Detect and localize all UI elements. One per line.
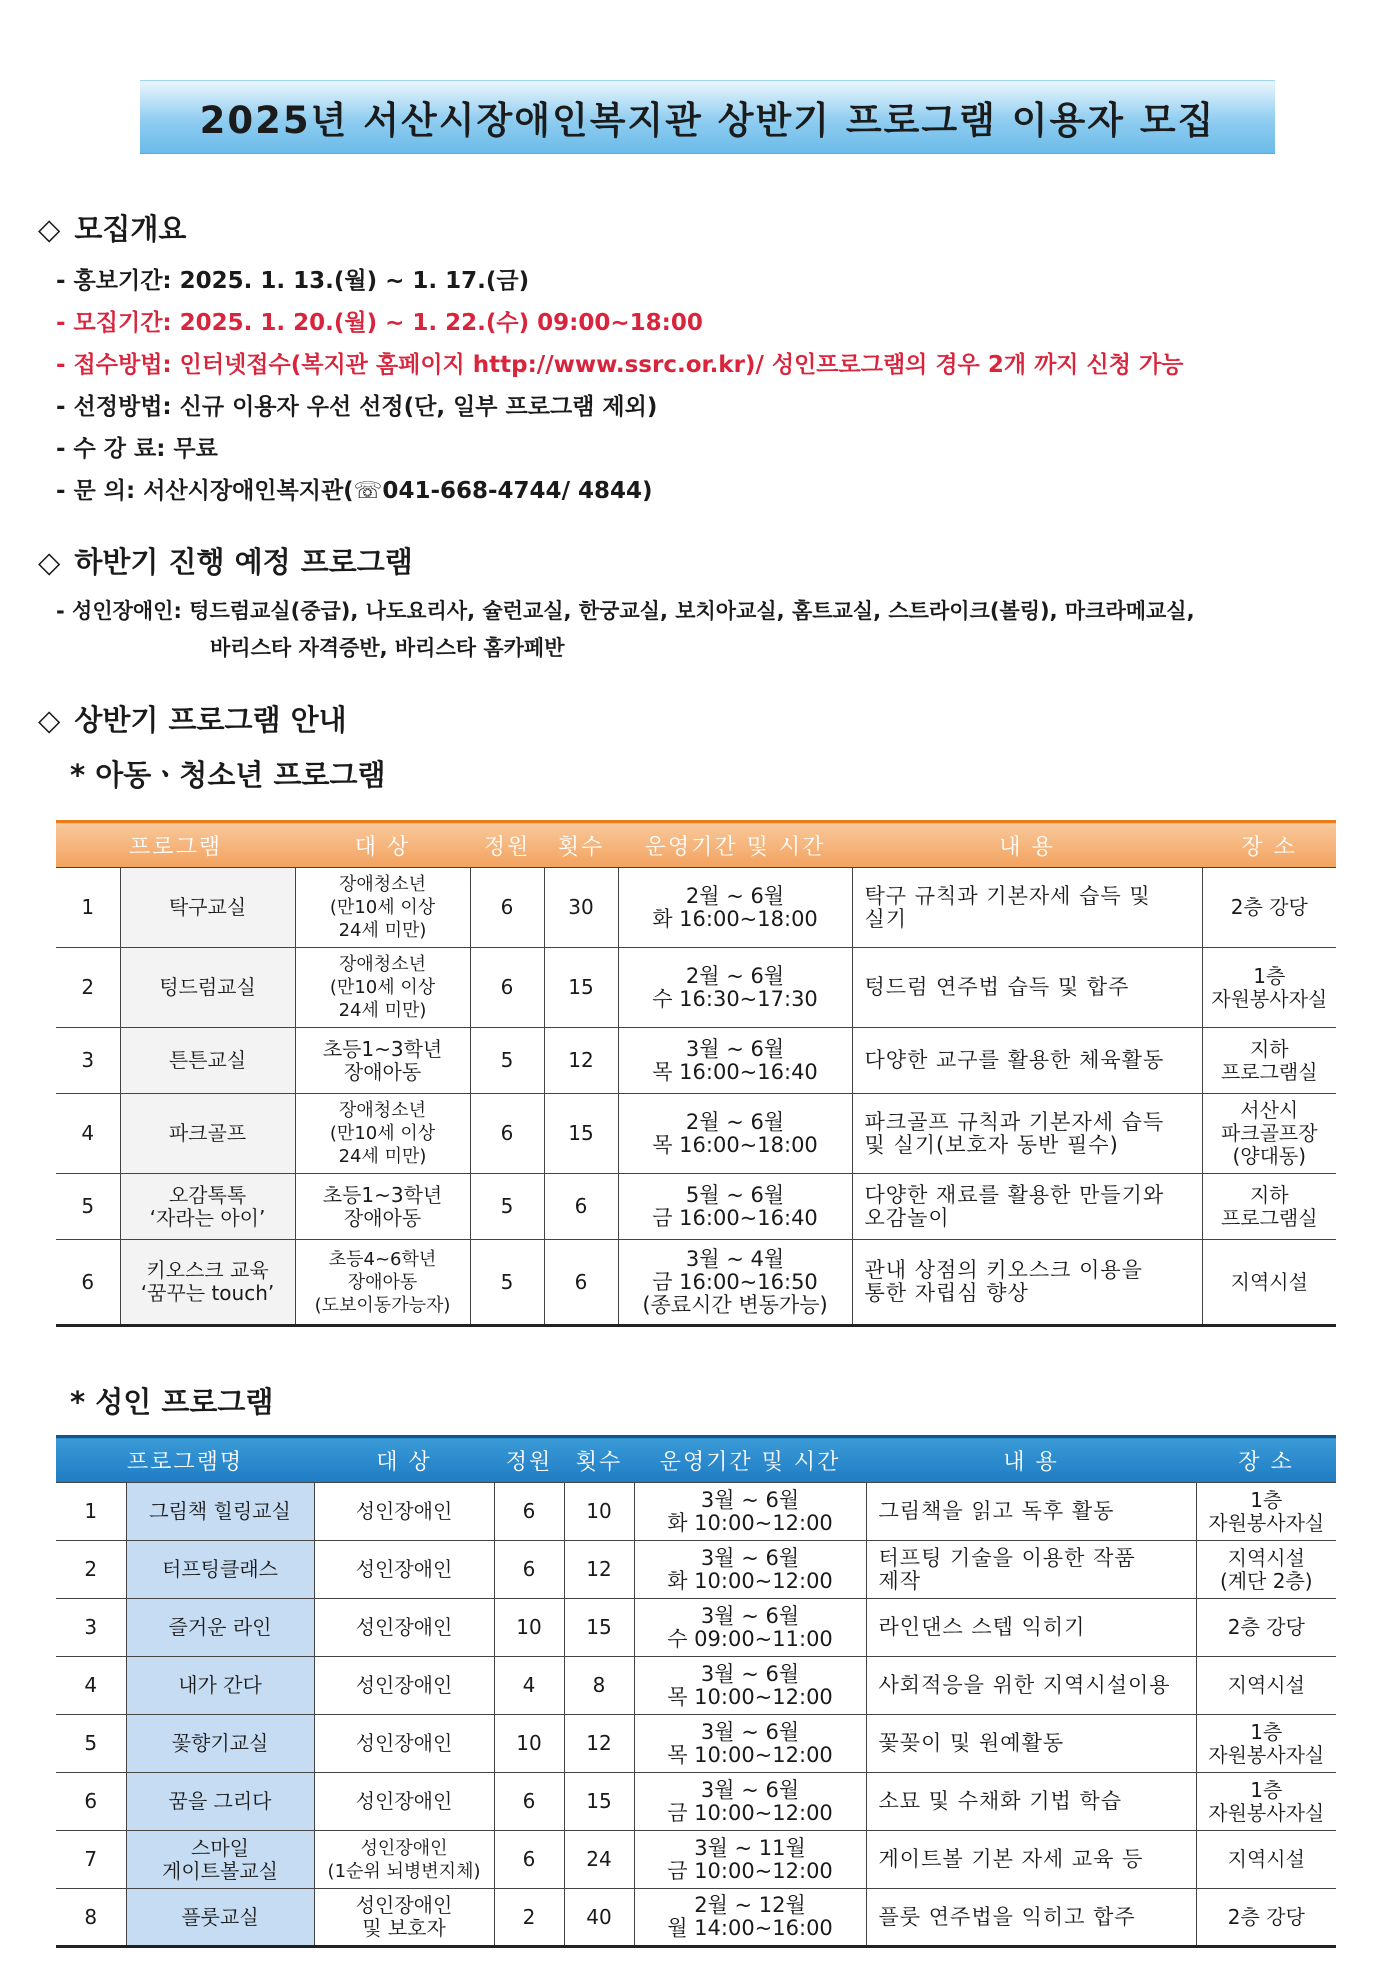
row-number: 4 (56, 1094, 120, 1174)
column-header: 운영기간 및 시간 (618, 822, 852, 868)
target-group: 성인장애인 (314, 1715, 494, 1773)
period-time: 3월 ~ 6월 수 09:00~11:00 (634, 1599, 866, 1657)
target-group: 성인장애인 (314, 1773, 494, 1831)
row-number: 3 (56, 1028, 120, 1094)
program-name: 꽃향기교실 (126, 1715, 314, 1773)
program-name: 탁구교실 (120, 868, 295, 948)
program-name: 스마일 게이트볼교실 (126, 1831, 314, 1889)
location: 지역시설 (계단 2층) (1196, 1541, 1336, 1599)
table-row (56, 1240, 1336, 1326)
capacity: 5 (470, 1174, 544, 1240)
row-number: 5 (56, 1174, 120, 1240)
program-name: 파크골프 (120, 1094, 295, 1174)
session-count: 12 (564, 1715, 634, 1773)
title-banner (140, 80, 1275, 154)
target-group: 성인장애인 (314, 1599, 494, 1657)
row-number: 1 (56, 1483, 126, 1541)
row-number: 4 (56, 1657, 126, 1715)
location: 서산시 파크골프장 (양대동) (1202, 1094, 1336, 1174)
period-time: 2월 ~ 6월 목 16:00~18:00 (618, 1094, 852, 1174)
overview-heading: ◇ 모집개요 (38, 212, 187, 246)
target-group: 성인장애인 (314, 1657, 494, 1715)
program-name: 오감톡톡 ‘자라는 아이’ (120, 1174, 295, 1240)
table-row (56, 1715, 1336, 1773)
program-content: 사회적응을 위한 지역시설이용 (866, 1657, 1196, 1715)
table-row (56, 1889, 1336, 1947)
column-header: 정원 (494, 1437, 564, 1483)
program-name: 터프팅클래스 (126, 1541, 314, 1599)
recruit-period-line: - 모집기간: 2025. 1. 20.(월) ~ 1. 22.(수) 09:00~18:00 (56, 310, 703, 336)
column-header: 장 소 (1196, 1437, 1336, 1483)
table-row (56, 948, 1336, 1028)
session-count: 10 (564, 1483, 634, 1541)
period-time: 3월 ~ 6월 목 16:00~16:40 (618, 1028, 852, 1094)
program-content: 소묘 및 수채화 기법 학습 (866, 1773, 1196, 1831)
period-time: 5월 ~ 6월 금 16:00~16:40 (618, 1174, 852, 1240)
session-count: 15 (544, 1094, 618, 1174)
program-name: 튼튼교실 (120, 1028, 295, 1094)
program-content: 터프팅 기술을 이용한 작품 제작 (866, 1541, 1196, 1599)
capacity: 6 (494, 1831, 564, 1889)
row-number: 2 (56, 1541, 126, 1599)
target-group: 장애청소년 (만10세 이상 24세 미만) (295, 948, 470, 1028)
row-number: 3 (56, 1599, 126, 1657)
table-row (56, 1094, 1336, 1174)
session-count: 15 (564, 1773, 634, 1831)
location: 지하 프로그램실 (1202, 1174, 1336, 1240)
fee-line: - 수 강 료: 무료 (56, 436, 218, 462)
first-half-heading: ◇ 상반기 프로그램 안내 (38, 703, 347, 737)
promo-period-line: - 홍보기간: 2025. 1. 13.(월) ~ 1. 17.(금) (56, 268, 530, 294)
table-row (56, 1831, 1336, 1889)
row-number: 2 (56, 948, 120, 1028)
target-group: 초등1~3학년 장애아동 (295, 1028, 470, 1094)
column-header: 운영기간 및 시간 (634, 1437, 866, 1483)
selection-line: - 선정방법: 신규 이용자 우선 선정(단, 일부 프로그램 제외) (56, 394, 658, 420)
period-time: 3월 ~ 6월 화 10:00~12:00 (634, 1541, 866, 1599)
table-row (56, 1657, 1336, 1715)
capacity: 6 (470, 868, 544, 948)
target-group: 초등1~3학년 장애아동 (295, 1174, 470, 1240)
table-row (56, 1599, 1336, 1657)
period-time: 3월 ~ 11월 금 10:00~12:00 (634, 1831, 866, 1889)
column-header: 내 용 (866, 1437, 1196, 1483)
table-row (56, 868, 1336, 948)
table-row (56, 1773, 1336, 1831)
youth-table (56, 820, 1336, 1327)
period-time: 2월 ~ 6월 화 16:00~18:00 (618, 868, 852, 948)
second-half-heading: ◇ 하반기 진행 예정 프로그램 (38, 545, 413, 579)
contact-line: - 문 의: 서산시장애인복지관(☏041-668-4744/ 4844) (56, 478, 653, 504)
capacity: 6 (494, 1483, 564, 1541)
target-group: 성인장애인 (1순위 뇌병변지체) (314, 1831, 494, 1889)
program-name: 텅드럼교실 (120, 948, 295, 1028)
session-count: 40 (564, 1889, 634, 1947)
program-content: 파크골프 규칙과 기본자세 습득 및 실기(보호자 동반 필수) (852, 1094, 1202, 1174)
row-number: 7 (56, 1831, 126, 1889)
table-row (56, 1174, 1336, 1240)
capacity: 2 (494, 1889, 564, 1947)
program-name: 꿈을 그리다 (126, 1773, 314, 1831)
session-count: 15 (564, 1599, 634, 1657)
target-group: 장애청소년 (만10세 이상 24세 미만) (295, 868, 470, 948)
program-name: 그림책 힐링교실 (126, 1483, 314, 1541)
row-number: 5 (56, 1715, 126, 1773)
program-name: 즐거운 라인 (126, 1599, 314, 1657)
column-header: 횟수 (564, 1437, 634, 1483)
session-count: 24 (564, 1831, 634, 1889)
target-group: 성인장애인 (314, 1483, 494, 1541)
target-group: 성인장애인 및 보호자 (314, 1889, 494, 1947)
page-title: 2025년 서산시장애인복지관 상반기 프로그램 이용자 모집 (199, 99, 1216, 142)
column-header: 프로그램 (56, 822, 295, 868)
period-time: 3월 ~ 6월 목 10:00~12:00 (634, 1657, 866, 1715)
period-time: 3월 ~ 4월 금 16:00~16:50 (종료시간 변동가능) (618, 1240, 852, 1326)
apply-method-line: - 접수방법: 인터넷접수(복지관 홈페이지 http://www.ssrc.or.kr)/ 성인프로그램의 경우 2개 까지 신청 가능 (56, 352, 1184, 378)
location: 1층 자원봉사자실 (1196, 1483, 1336, 1541)
youth-heading: * 아동ㆍ청소년 프로그램 (70, 758, 386, 792)
program-name: 플룻교실 (126, 1889, 314, 1947)
period-time: 3월 ~ 6월 화 10:00~12:00 (634, 1483, 866, 1541)
row-number: 6 (56, 1240, 120, 1326)
location: 2층 강당 (1202, 868, 1336, 948)
program-content: 플룻 연주법을 익히고 합주 (866, 1889, 1196, 1947)
table-row (56, 1541, 1336, 1599)
location: 지역시설 (1196, 1657, 1336, 1715)
column-header: 대 상 (295, 822, 470, 868)
column-header: 내 용 (852, 822, 1202, 868)
session-count: 8 (564, 1657, 634, 1715)
capacity: 6 (470, 1094, 544, 1174)
program-content: 그림책을 읽고 독후 활동 (866, 1483, 1196, 1541)
table-row (56, 1483, 1336, 1541)
capacity: 4 (494, 1657, 564, 1715)
second-half-line-2: 바리스타 자격증반, 바리스타 홈카페반 (210, 636, 565, 660)
location: 지역시설 (1202, 1240, 1336, 1326)
program-content: 라인댄스 스텝 익히기 (866, 1599, 1196, 1657)
period-time: 2월 ~ 12월 월 14:00~16:00 (634, 1889, 866, 1947)
program-content: 탁구 규칙과 기본자세 습득 및 실기 (852, 868, 1202, 948)
column-header: 횟수 (544, 822, 618, 868)
period-time: 3월 ~ 6월 목 10:00~12:00 (634, 1715, 866, 1773)
session-count: 30 (544, 868, 618, 948)
location: 1층 자원봉사자실 (1196, 1773, 1336, 1831)
column-header: 정원 (470, 822, 544, 868)
period-time: 2월 ~ 6월 수 16:30~17:30 (618, 948, 852, 1028)
program-content: 꽃꽂이 및 원예활동 (866, 1715, 1196, 1773)
capacity: 6 (494, 1773, 564, 1831)
column-header: 장 소 (1202, 822, 1336, 868)
capacity: 10 (494, 1599, 564, 1657)
session-count: 6 (544, 1240, 618, 1326)
target-group: 성인장애인 (314, 1541, 494, 1599)
capacity: 6 (470, 948, 544, 1028)
program-name: 내가 간다 (126, 1657, 314, 1715)
program-content: 텅드럼 연주법 습득 및 합주 (852, 948, 1202, 1028)
column-header: 대 상 (314, 1437, 494, 1483)
adult-heading: * 성인 프로그램 (70, 1385, 274, 1419)
table-row (56, 1028, 1336, 1094)
row-number: 6 (56, 1773, 126, 1831)
program-name: 키오스크 교육 ‘꿈꾸는 touch’ (120, 1240, 295, 1326)
capacity: 5 (470, 1240, 544, 1326)
location: 2층 강당 (1196, 1889, 1336, 1947)
program-content: 다양한 재료를 활용한 만들기와 오감놀이 (852, 1174, 1202, 1240)
session-count: 12 (564, 1541, 634, 1599)
second-half-line-1: - 성인장애인: 텅드럼교실(중급), 나도요리사, 슐런교실, 한궁교실, 보치아교실, 홈트교실, 스트라이크(볼링), 마크라메교실, (56, 599, 1195, 623)
location: 1층 자원봉사자실 (1196, 1715, 1336, 1773)
location: 2층 강당 (1196, 1599, 1336, 1657)
row-number: 8 (56, 1889, 126, 1947)
program-content: 게이트볼 기본 자세 교육 등 (866, 1831, 1196, 1889)
capacity: 10 (494, 1715, 564, 1773)
period-time: 3월 ~ 6월 금 10:00~12:00 (634, 1773, 866, 1831)
location: 1층 자원봉사자실 (1202, 948, 1336, 1028)
adult-table (56, 1435, 1336, 1948)
session-count: 6 (544, 1174, 618, 1240)
target-group: 장애청소년 (만10세 이상 24세 미만) (295, 1094, 470, 1174)
target-group: 초등4~6학년 장애아동 (도보이동가능자) (295, 1240, 470, 1326)
location: 지역시설 (1196, 1831, 1336, 1889)
row-number: 1 (56, 868, 120, 948)
session-count: 12 (544, 1028, 618, 1094)
capacity: 5 (470, 1028, 544, 1094)
program-content: 다양한 교구를 활용한 체육활동 (852, 1028, 1202, 1094)
session-count: 15 (544, 948, 618, 1028)
program-content: 관내 상점의 키오스크 이용을 통한 자립심 향상 (852, 1240, 1202, 1326)
capacity: 6 (494, 1541, 564, 1599)
location: 지하 프로그램실 (1202, 1028, 1336, 1094)
column-header: 프로그램명 (56, 1437, 314, 1483)
